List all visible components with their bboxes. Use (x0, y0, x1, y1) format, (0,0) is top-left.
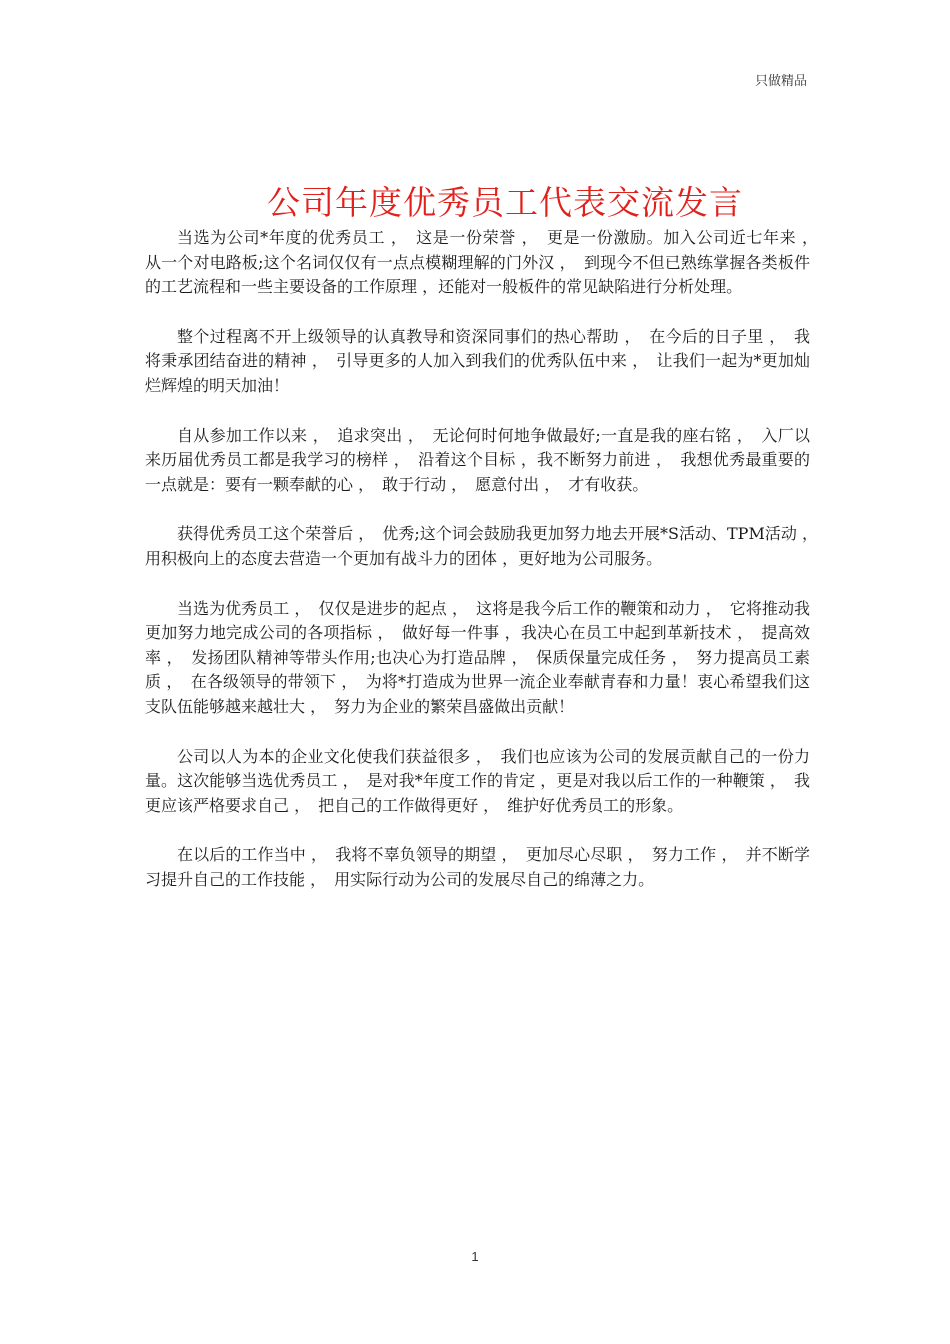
header-note: 只做精品 (754, 74, 807, 89)
paragraph-2: 整个过程离不开上级领导的认真教导和资深同事们的热心帮助 ， 在今后的日子里 ， 我将秉承团结奋进的精神 ， 引导更多的人加入到我们的优秀队伍中来 ， 让我们一起为*更加灿烂辉煌的明天加油！ (145, 326, 810, 395)
paragraph-1: 当选为公司*年度的优秀员工 ， 这是一份荣誉 ， 更是一份激励。加入公司近七年来 ， 从一个对电路板;这个名词仅仅有一点点模糊理解的门外汉 ， 到现今不但已熟练掌握各类板件的工艺流程和一些主要设备的工作原理 ，还能对一般板件的常见缺陷进行分析处理。 (145, 228, 827, 297)
page-number: 1 (471, 1249, 479, 1264)
paragraph-7: 在以后的工作当中 ， 我将不辜负领导的期望 ， 更加尽心尽职 ， 努力工作 ， 并不断学习提升自己的工作技能 ， 用实际行动为公司的发展尽自己的绵薄之力。 (145, 845, 810, 889)
paragraph-4: 获得优秀员工这个荣誉后 ， 优秀;这个词会鼓励我更加努力地去开展*S活动、TPM活动 ， 用积极向上的态度去营造一个更加有战斗力的团体 ，更好地为公司服务。 (145, 524, 827, 568)
paragraph-6: 公司以人为本的企业文化使我们获益很多 ， 我们也应该为公司的发展贡献自己的一份力量。这次能够当选优秀员工 ， 是对我*年度工作的肯定 ，更是对我以后工作的一种鞭策 ， 我更应该严格要求自己 ， 把自己的工作做得更好 ， 维护好优秀员工的形象。 (145, 746, 810, 815)
document-title: 公司年度优秀员工代表交流发言 (267, 183, 743, 223)
paragraph-3: 自从参加工作以来 ， 追求突出 ， 无论何时何地争做最好;一直是我的座右铭 ， 入厂以来历届优秀员工都是我学习的榜样 ， 沿着这个目标 ，我不断努力前进 ， 我想优秀最重要的一点就是：要有一颗奉献的心 ， 敢于行动 ， 愿意付出 ， 才有收获。 (145, 425, 810, 494)
document-body (145, 226, 827, 917)
paragraph-5: 当选为优秀员工 ， 仅仅是进步的起点 ， 这将是我今后工作的鞭策和动力 ， 它将推动我更加努力地完成公司的各项指标 ， 做好每一件事 ，我决心在员工中起到革新技术 ， 提高效率 ， 发扬团队精神等带头作用;也决心为打造品牌 ， 保质保量完成任务 ， 努力提高员工素质 ， 在各级领导的带领下 ， 为将*打造成为世界一流企业奉献青春和力量！衷心希望我们这支队伍能够越来越壮大 ， 努力为企业的繁荣昌盛做出贡献！ (145, 598, 810, 716)
